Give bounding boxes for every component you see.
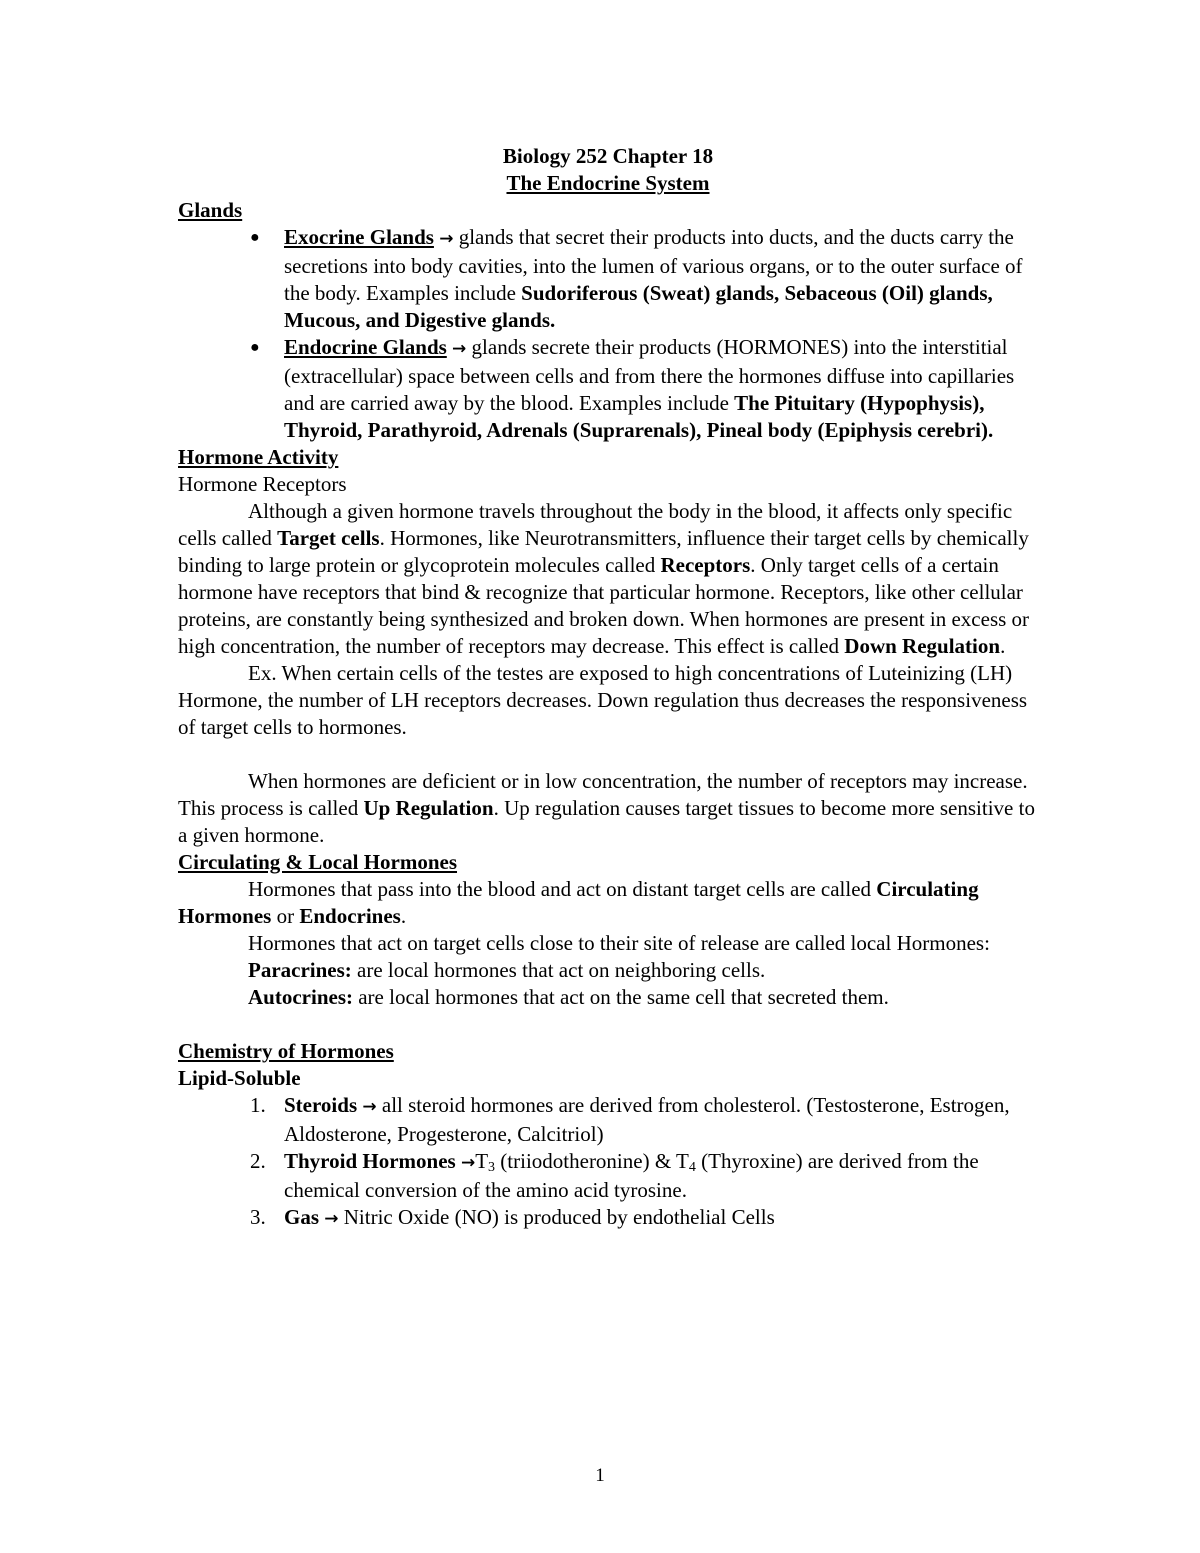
- term-circulating-hormones: Circulating Hormones: [178, 877, 979, 928]
- list-number: 3.: [250, 1205, 266, 1229]
- paracrines-line: [178, 957, 1038, 984]
- glands-heading: Glands: [178, 198, 243, 222]
- t3-subscript: 3: [488, 1160, 496, 1175]
- term-steroids: Steroids: [284, 1093, 358, 1117]
- hormone-receptors-subheading: Hormone Receptors: [178, 472, 347, 496]
- list-item-gas: [178, 1204, 1038, 1233]
- page-title: The Endocrine System: [506, 171, 710, 195]
- page-content: [178, 143, 1038, 1233]
- exocrine-term: Exocrine Glands: [284, 225, 434, 249]
- bullet-icon: ●: [250, 229, 260, 246]
- list-number: 1.: [250, 1093, 266, 1117]
- circulating-heading: Circulating & Local Hormones: [178, 850, 458, 874]
- local-hormones-paragraph: Hormones that act on target cells close to their site of release are called local Hormones:: [248, 931, 990, 955]
- paragraph-text: . Up regulation causes target tissues to become more sensitive to a given hormone.: [178, 796, 1035, 847]
- term-down-regulation: Down Regulation: [844, 634, 1001, 658]
- exocrine-examples: Sudoriferous (Sweat) glands, Sebaceous (Oil) glands, Mucous, and Digestive glands.: [284, 281, 993, 332]
- term-up-regulation: Up Regulation: [363, 796, 494, 820]
- page-number: 1: [595, 1465, 605, 1486]
- hormone-activity-heading: Hormone Activity: [178, 445, 339, 469]
- list-number: 2.: [250, 1149, 266, 1173]
- paragraph-text: . Hormones, like Neurotransmitters, influence their target cells by chemically binding to large protein or glycoprotein molecules called: [178, 526, 1029, 577]
- list-item-steroids: [178, 1092, 1038, 1148]
- paragraph-text: are local hormones that act on the same cell that secreted them.: [352, 985, 889, 1009]
- spacer: [178, 741, 1038, 768]
- term-target-cells: Target cells: [277, 526, 380, 550]
- paragraph-text: . Only target cells of a certain hormone have receptors that bind & recognize that particular hormone. Receptors, like other cellular proteins, are constantly being synthesized and broken down. When hormones are present in excess or high concentration, the number of receptors may decrease. This effect is called: [178, 553, 1030, 658]
- bullet-icon: ●: [250, 339, 260, 356]
- paragraph-text: When hormones are deficient or in low concentration, the number of receptors may increase. This process is called: [178, 769, 1028, 820]
- spacer: [178, 1011, 1038, 1038]
- chemistry-list: [178, 1092, 1038, 1233]
- endocrine-term: Endocrine Glands: [284, 335, 447, 359]
- endocrine-item: [178, 334, 1038, 444]
- course-title: Biology 252 Chapter 18: [502, 144, 714, 168]
- paragraph-text: Although a given hormone travels throughout the body in the blood, it affects only specific cells called: [178, 499, 1013, 550]
- endocrine-text: glands secrete their products (HORMONES) into the interstitial (extracellular) space between cells and from there the hormones diffuse into capillaries and are carried away by the blood. Examples include: [284, 335, 1015, 415]
- t4-subscript: 4: [688, 1160, 696, 1175]
- arrow-right-icon: →: [362, 1097, 377, 1117]
- term-thyroid-hormones: Thyroid Hormones: [284, 1149, 456, 1173]
- arrow-right-icon: →: [452, 339, 467, 359]
- paragraph-text: .: [400, 904, 407, 928]
- term-receptors: Receptors: [660, 553, 751, 577]
- t3-symbol: T: [475, 1149, 489, 1173]
- paragraph-text: are local hormones that act on neighboring cells.: [351, 958, 766, 982]
- list-item-thyroid: [178, 1148, 1038, 1204]
- list-item-text: (triiodotheronine) &: [495, 1149, 677, 1173]
- arrow-right-icon: →: [324, 1209, 339, 1229]
- term-paracrines: Paracrines:: [248, 958, 352, 982]
- term-endocrines: Endocrines: [299, 904, 401, 928]
- exocrine-item: [178, 224, 1038, 334]
- list-item-text: (Thyroxine) are derived from the chemical conversion of the amino acid tyrosine.: [284, 1149, 979, 1202]
- list-item-text: all steroid hormones are derived from cholesterol. (Testosterone, Estrogen, Aldosterone, Progesterone, Calcitriol): [284, 1093, 1010, 1146]
- paragraph-text: Hormones that pass into the blood and act on distant target cells are called: [248, 877, 877, 901]
- endocrine-examples: The Pituitary (Hypophysis), Thyroid, Parathyroid, Adrenals (Suprarenals), Pineal body (Epiphysis cerebri).: [284, 391, 994, 442]
- autocrines-line: [178, 984, 1038, 1011]
- list-item-text: Nitric Oxide (NO) is produced by endothelial Cells: [338, 1205, 775, 1229]
- up-regulation-paragraph: [178, 768, 1038, 849]
- glands-list: [178, 224, 1038, 444]
- term-autocrines: Autocrines:: [248, 985, 353, 1009]
- term-gas: Gas: [284, 1205, 320, 1229]
- receptors-paragraph: [178, 498, 1038, 660]
- chemistry-heading: Chemistry of Hormones: [178, 1039, 394, 1063]
- paragraph-text: or: [271, 904, 300, 928]
- t4-symbol: T: [676, 1149, 689, 1173]
- lipid-soluble-subheading: Lipid-Soluble: [178, 1066, 301, 1090]
- paragraph-text: .: [1000, 634, 1006, 658]
- arrow-right-icon: →: [460, 1153, 476, 1173]
- arrow-right-icon: →: [439, 229, 454, 249]
- exocrine-text: glands that secret their products into ducts, and the ducts carry the secretions into body cavities, into the lumen of various organs, or to the outer surface of the body. Examples include: [284, 225, 1023, 305]
- circulating-paragraph: [178, 876, 1038, 930]
- example-paragraph: Ex. When certain cells of the testes are exposed to high concentrations of Luteinizing (LH) Hormone, the number of LH receptors decreases. Down regulation thus decreases the responsiveness of target cells to hormones.: [178, 661, 1028, 739]
